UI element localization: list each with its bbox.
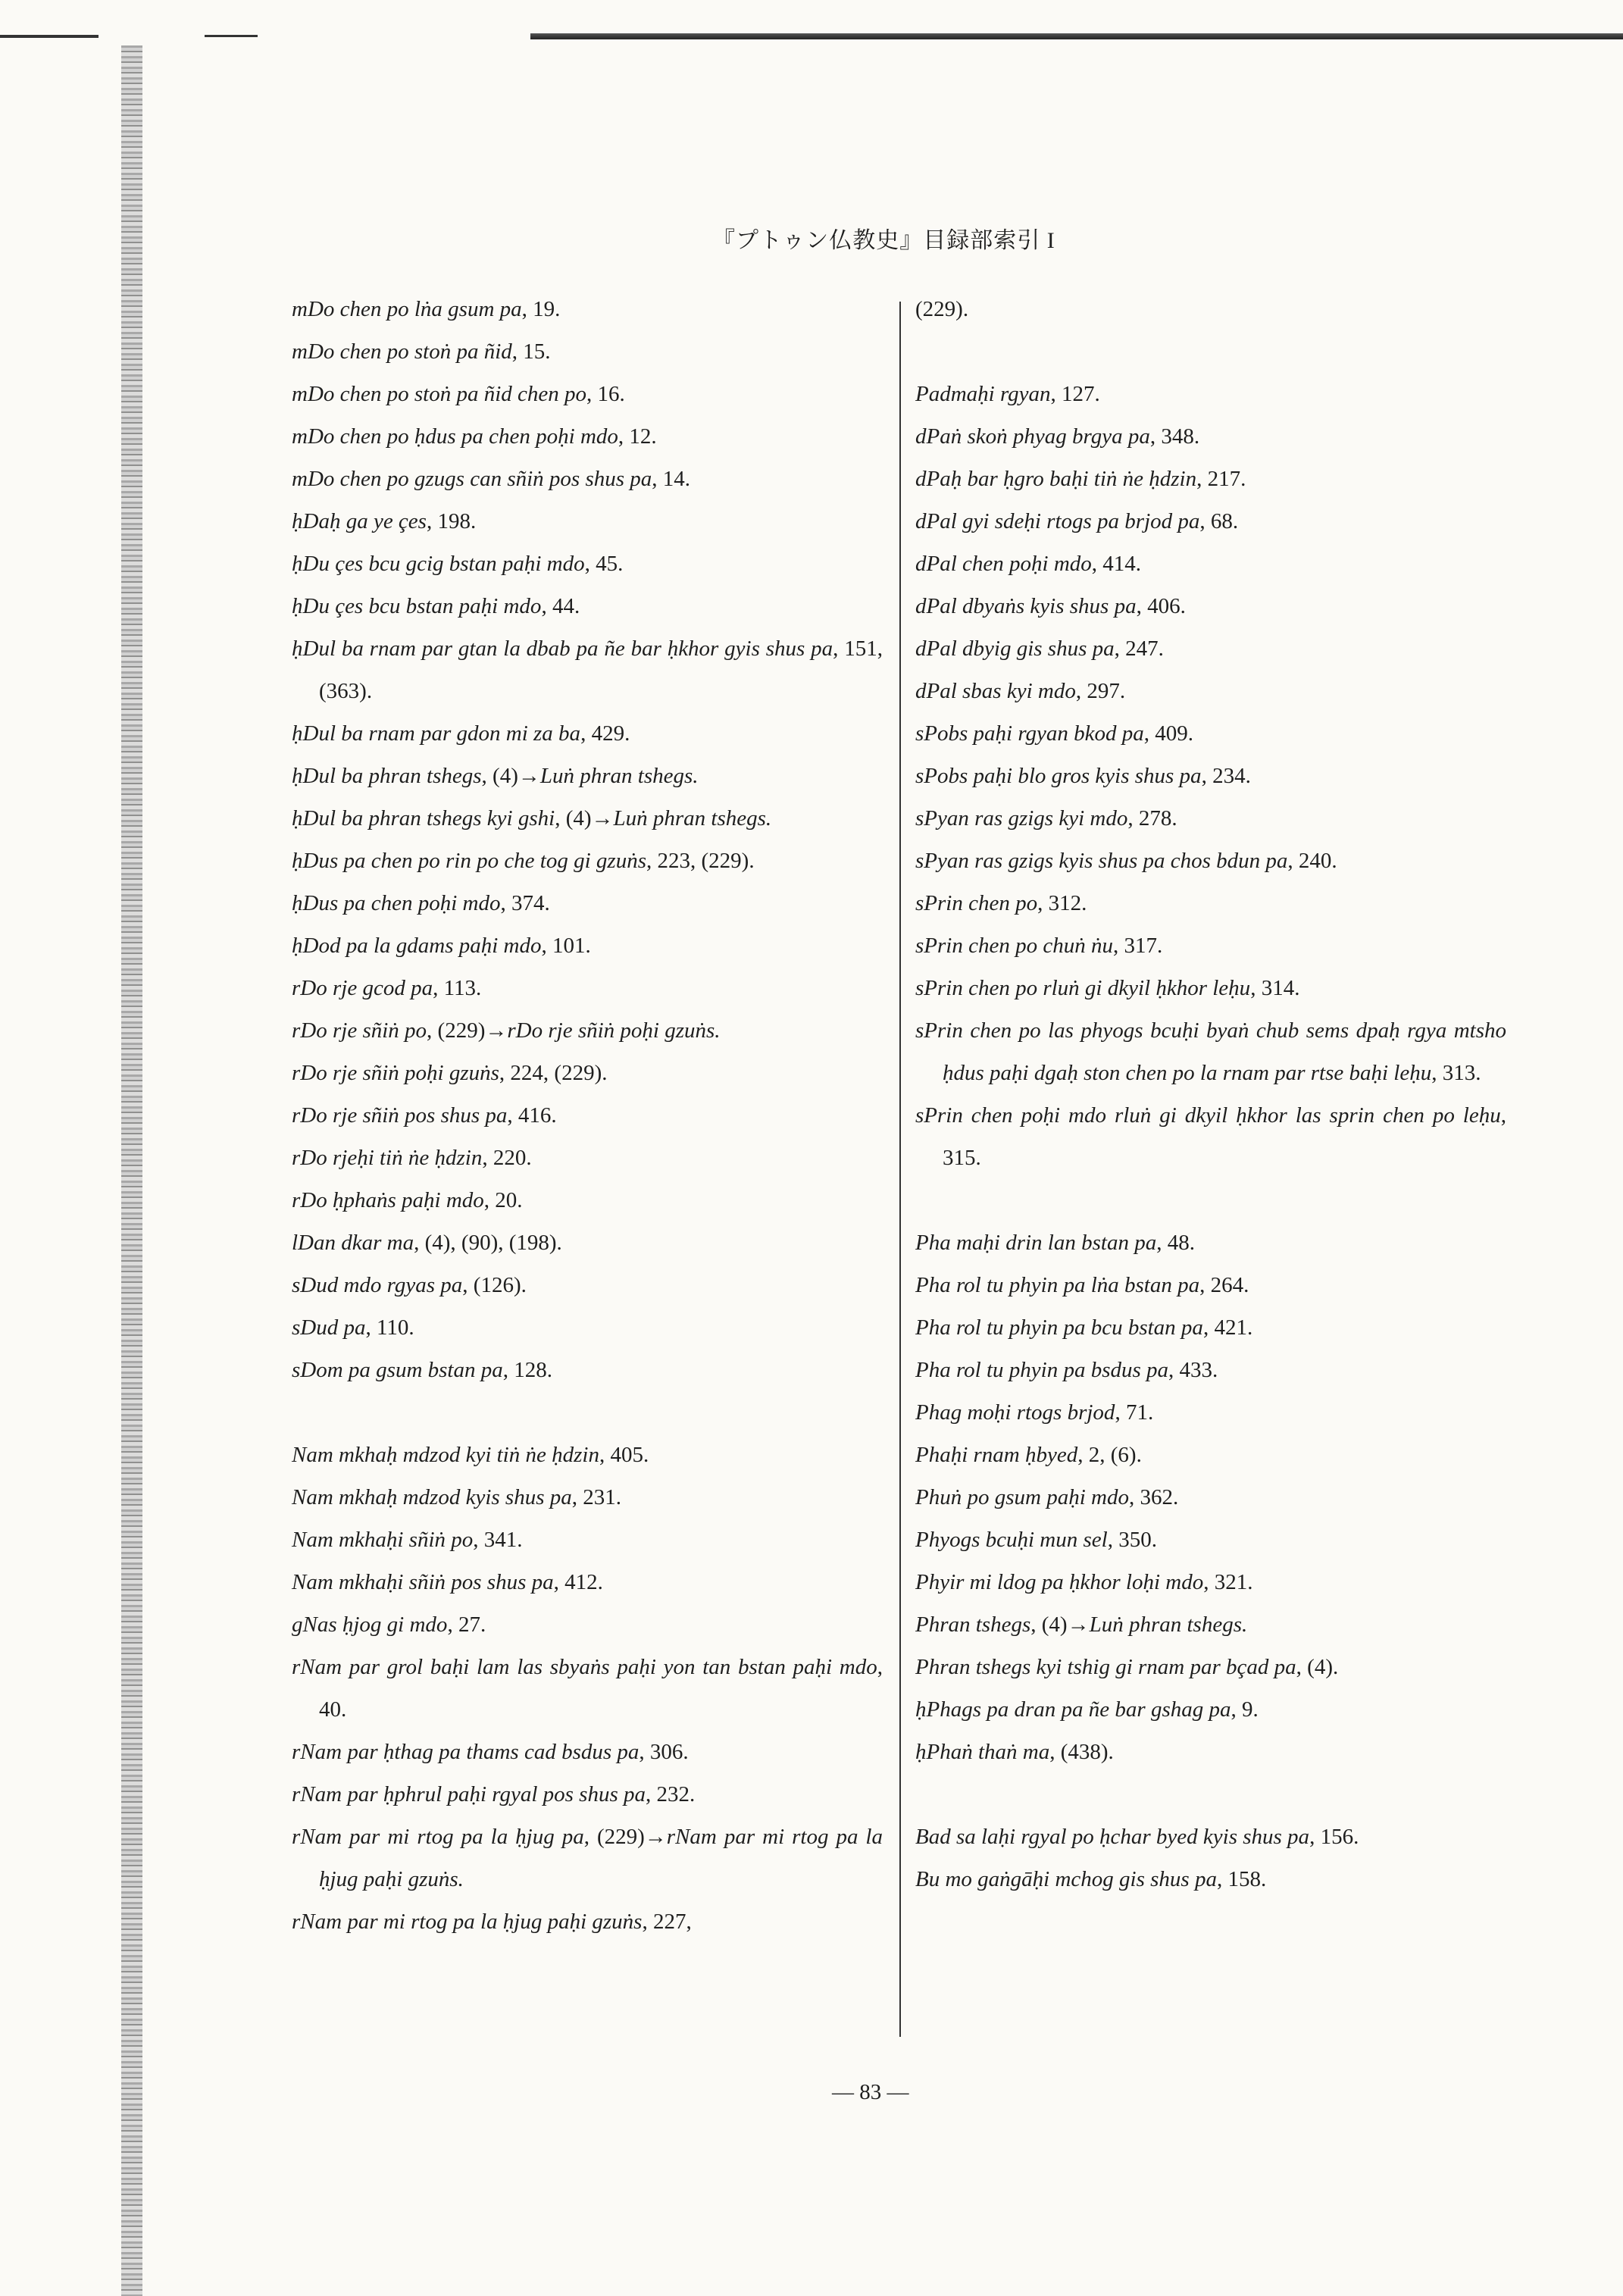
entry-title: Pha maḥi drin lan bstan pa: [915, 1231, 1157, 1255]
entry-reference: , 220.: [482, 1146, 532, 1170]
entry-reference: , (229)→: [583, 1825, 667, 1849]
entry-reference: , 312.: [1037, 891, 1087, 915]
index-entry: [915, 924, 1506, 967]
index-entry: [915, 670, 1506, 712]
entry-reference: , 110.: [365, 1315, 414, 1340]
entry-reference: , 158.: [1216, 1867, 1267, 1891]
entry-title: Nam mkhaḥ mdzod kyis shus pa: [292, 1485, 572, 1509]
index-entry: [915, 1222, 1506, 1264]
index-entry: [292, 1306, 883, 1349]
index-entry: [292, 1009, 883, 1052]
entry-title: ḥDus pa chen po rin po che tog gi gzuṅs: [292, 849, 646, 873]
entry-title: Nam mkhaḥi sñiṅ po: [292, 1528, 474, 1552]
entry-title: rNam par mi rtog pa la ḥjug paḥi gzuṅs: [292, 1910, 643, 1934]
index-entry: [915, 755, 1506, 797]
entry-title: ḥPhags pa dran pa ñe bar gshag pa: [915, 1697, 1231, 1722]
index-entry: [292, 924, 883, 967]
entry-title: ḥDul ba rnam par gdon mi za ba: [292, 721, 581, 746]
entry-title: sPrin chen po las phyogs bcuḥi byaṅ chub sems dpaḥ rgya mtsho ḥdus paḥi dgaḥ ston chen po la rnam par rtse baḥi leḥu: [915, 1018, 1506, 1085]
entry-title: sPrin chen po rluṅ gi dkyil ḥkhor leḥu: [915, 976, 1251, 1000]
entry-title: Padmaḥi rgyan: [915, 382, 1051, 406]
index-entry: [915, 500, 1506, 543]
entry-reference: , 429.: [580, 721, 630, 746]
entry-reference: , (229)→: [427, 1018, 508, 1043]
entry-reference: , 405.: [599, 1443, 649, 1467]
scan-binding-edge: [121, 45, 142, 2296]
top-rule-left-short: [205, 35, 258, 37]
index-entry: [915, 1094, 1506, 1179]
entry-title: rDo rje sñiṅ po: [292, 1018, 427, 1043]
entry-reference: , 278.: [1127, 806, 1177, 831]
index-entry: [292, 1222, 883, 1264]
index-entry: [915, 627, 1506, 670]
entry-title: Phran tshegs kyi tshig gi rnam par bçad pa: [915, 1655, 1296, 1679]
entry-reference: , 44.: [541, 594, 580, 618]
entry-title: ḥDu çes bcu gcig bstan paḥi mdo: [292, 552, 585, 576]
entry-title: dPal chen poḥi mdo: [915, 552, 1092, 576]
index-entry: [915, 373, 1506, 415]
entry-reference: , 374.: [500, 891, 550, 915]
entry-reference: , 317.: [1112, 934, 1163, 958]
entry-reference: , 362.: [1128, 1485, 1179, 1509]
entry-reference: , 15.: [511, 339, 551, 364]
section-gap: [915, 1773, 1506, 1816]
index-entry: [292, 882, 883, 924]
entry-reference: , 264.: [1199, 1273, 1249, 1297]
index-entry: [915, 543, 1506, 585]
entry-title: Bad sa laḥi rgyal po ḥchar byed kyis shus pa: [915, 1825, 1310, 1849]
entry-title: ḥDul ba phran tshegs: [292, 764, 482, 788]
entry-title: mDo chen po gzugs can sñiṅ pos shus pa: [292, 467, 652, 491]
entry-reference: , 350.: [1107, 1528, 1157, 1552]
entry-title: Nam mkhaḥ mdzod kyi tiṅ ṅe ḥdzin: [292, 1443, 599, 1467]
entry-title: dPal dbyig gis shus pa: [915, 637, 1115, 661]
entry-reference: , 14.: [652, 467, 691, 491]
entry-title: gNas ḥjog gi mdo: [292, 1613, 448, 1637]
index-entry: [292, 288, 883, 330]
entry-reference: , 412.: [553, 1570, 603, 1594]
index-entry: [915, 797, 1506, 840]
entry-reference: , 306.: [639, 1740, 689, 1764]
entry-title: sPyan ras gzigs kyi mdo: [915, 806, 1128, 831]
entry-reference: , 151, (363).: [319, 637, 883, 703]
entry-reference: , (4), (90), (198).: [414, 1231, 562, 1255]
entry-title: ḥPhaṅ thaṅ ma: [915, 1740, 1050, 1764]
entry-title: sPobs paḥi rgyan bkod pa: [915, 721, 1144, 746]
index-entry: [292, 755, 883, 797]
entry-title: mDo chen po ḥdus pa chen poḥi mdo: [292, 424, 618, 449]
index-entry: [292, 967, 883, 1009]
index-entry: [915, 1816, 1506, 1858]
index-entry: [292, 585, 883, 627]
index-entry: [292, 458, 883, 500]
page-number: — 83 —: [832, 2080, 909, 2104]
entry-title: rDo rjeḥi tiṅ ṅe ḥdzin: [292, 1146, 483, 1170]
entry-title: dPal sbas kyi mdo: [915, 679, 1076, 703]
top-rule: [530, 33, 1623, 39]
top-rule-left: [0, 35, 99, 38]
entry-title: ḥDus pa chen poḥi mdo: [292, 891, 501, 915]
entry-reference: (229).: [915, 297, 969, 321]
entry-reference: , 40.: [319, 1655, 883, 1722]
entry-reference: , (4)→: [555, 806, 614, 831]
index-entry: [292, 1264, 883, 1306]
index-entry: [292, 1773, 883, 1816]
index-entry: [915, 882, 1506, 924]
entry-reference: , 71.: [1115, 1400, 1154, 1425]
index-entry: [915, 1519, 1506, 1561]
entry-reference: , 223, (229).: [646, 849, 755, 873]
index-entry: [915, 1434, 1506, 1476]
entry-title: rNam par grol baḥi lam las sbyaṅs paḥi yon tan bstan paḥi mdo: [292, 1655, 877, 1679]
entry-reference: , (438).: [1049, 1740, 1114, 1764]
index-entry: [915, 415, 1506, 458]
entry-reference: , 321.: [1203, 1570, 1253, 1594]
entry-reference: , 247.: [1114, 637, 1164, 661]
entry-title: lDan dkar ma: [292, 1231, 414, 1255]
entry-title: mDo chen po stoṅ pa ñid chen po: [292, 382, 587, 406]
entry-reference: , 315.: [943, 1103, 1506, 1170]
index-entry: [292, 1646, 883, 1731]
index-entry: [292, 1476, 883, 1519]
entry-cross-reference: Luṅ phran tshegs.: [539, 764, 699, 788]
entry-reference: , 48.: [1156, 1231, 1195, 1255]
index-entry: [915, 1603, 1506, 1646]
running-head: 『プトゥン仏教史』目録部索引 I: [712, 228, 1055, 253]
entry-title: Pha rol tu phyin pa bcu bstan pa: [915, 1315, 1203, 1340]
index-entry: [292, 330, 883, 373]
entry-title: sPrin chen po chuṅ ṅu: [915, 934, 1113, 958]
index-entry: [915, 967, 1506, 1009]
entry-title: Pha rol tu phyin pa lṅa bstan pa: [915, 1273, 1200, 1297]
index-column-left: [292, 288, 883, 1943]
entry-reference: , 297.: [1075, 679, 1126, 703]
entry-title: rDo rje sñiṅ poḥi gzuṅs: [292, 1061, 499, 1085]
entry-title: Phran tshegs: [915, 1613, 1031, 1637]
entry-reference: , 12.: [618, 424, 657, 449]
entry-title: rDo rje sñiṅ pos shus pa: [292, 1103, 508, 1128]
entry-reference: , 224, (229).: [499, 1061, 608, 1085]
entry-reference: , 240.: [1287, 849, 1337, 873]
entry-title: sPrin chen poḥi mdo rluṅ gi dkyil ḥkhor las sprin chen po leḥu: [915, 1103, 1501, 1128]
entry-title: rDo rje gcod pa: [292, 976, 433, 1000]
entry-title: sDom pa gsum bstan pa: [292, 1358, 503, 1382]
index-entry: [292, 840, 883, 882]
entry-reference: , 20.: [483, 1188, 523, 1212]
entry-reference: , (4)→: [1030, 1613, 1090, 1637]
entry-reference: , 433.: [1168, 1358, 1218, 1382]
entry-reference: , 231.: [571, 1485, 621, 1509]
entry-title: ḥDul ba rnam par gtan la dbab pa ñe bar ḥkhor gyis shus pa: [292, 637, 833, 661]
entry-title: Nam mkhaḥi sñiṅ pos shus pa: [292, 1570, 554, 1594]
entry-title: dPal dbyaṅs kyis shus pa: [915, 594, 1137, 618]
entry-reference: , 68.: [1199, 509, 1239, 533]
entry-title: sPobs paḥi blo gros kyis shus pa: [915, 764, 1202, 788]
entry-reference: , 45.: [584, 552, 624, 576]
entry-reference: , 421.: [1202, 1315, 1253, 1340]
index-entry: [915, 288, 1506, 330]
entry-reference: , 232.: [646, 1782, 696, 1806]
index-entry: [292, 1434, 883, 1476]
entry-reference: , (126).: [462, 1273, 527, 1297]
entry-reference: , 27.: [447, 1613, 486, 1637]
entry-title: Phyogs bcuḥi mun sel: [915, 1528, 1108, 1552]
entry-reference: , 128.: [502, 1358, 552, 1382]
entry-reference: , 9.: [1231, 1697, 1259, 1722]
entry-reference: , 217.: [1196, 467, 1246, 491]
entry-reference: , 348.: [1149, 424, 1200, 449]
entry-reference: , 156.: [1309, 1825, 1359, 1849]
index-entry: [915, 1349, 1506, 1391]
index-entry: [915, 585, 1506, 627]
column-divider: [899, 302, 901, 2037]
entry-reference: , 198.: [426, 509, 477, 533]
index-entry: [915, 1646, 1506, 1688]
entry-title: sPyan ras gzigs kyis shus pa chos bdun pa: [915, 849, 1288, 873]
index-entry: [292, 627, 883, 712]
entry-reference: , 113.: [433, 976, 482, 1000]
entry-title: rNam par ḥthag pa thams cad bsdus pa: [292, 1740, 640, 1764]
index-entry: [915, 1858, 1506, 1900]
entry-title: ḥDul ba phran tshegs kyi gshi: [292, 806, 555, 831]
entry-reference: , 19.: [521, 297, 561, 321]
entry-title: Phaḥi rnam ḥbyed: [915, 1443, 1078, 1467]
entry-reference: , 227,: [642, 1910, 692, 1934]
index-entry: [292, 1094, 883, 1137]
index-entry: [915, 1264, 1506, 1306]
index-entry: [292, 1900, 883, 1943]
index-entry: [292, 797, 883, 840]
index-entry: [915, 1688, 1506, 1731]
index-entry: [292, 1603, 883, 1646]
entry-reference: , 406.: [1136, 594, 1186, 618]
index-entry: [292, 1816, 883, 1900]
entry-title: ḥDod pa la gdams paḥi mdo: [292, 934, 542, 958]
entry-reference: , 234.: [1201, 764, 1251, 788]
entry-title: Phyir mi ldog pa ḥkhor loḥi mdo: [915, 1570, 1204, 1594]
index-entry: [292, 1349, 883, 1391]
entry-title: ḥDu çes bcu bstan paḥi mdo: [292, 594, 542, 618]
index-entry: [292, 1052, 883, 1094]
entry-title: sDud pa: [292, 1315, 366, 1340]
index-entry: [292, 1561, 883, 1603]
entry-reference: , 127.: [1050, 382, 1100, 406]
entry-cross-reference: Luṅ phran tshegs.: [1089, 1613, 1248, 1637]
entry-reference: , 101.: [541, 934, 591, 958]
entry-cross-reference: rDo rje sñiṅ poḥi gzuṅs.: [507, 1018, 721, 1043]
index-entry: [292, 1179, 883, 1222]
entry-title: sDud mdo rgyas pa: [292, 1273, 463, 1297]
entry-title: mDo chen po stoṅ pa ñid: [292, 339, 512, 364]
index-entry: [292, 1519, 883, 1561]
entry-title: dPal gyi sdeḥi rtogs pa brjod pa: [915, 509, 1200, 533]
entry-title: mDo chen po lṅa gsum pa: [292, 297, 522, 321]
entry-title: Phuṅ po gsum paḥi mdo: [915, 1485, 1129, 1509]
entry-reference: , 314.: [1250, 976, 1300, 1000]
entry-reference: , 313.: [1431, 1061, 1481, 1085]
entry-reference: , 2, (6).: [1077, 1443, 1142, 1467]
index-entry: [915, 1391, 1506, 1434]
entry-title: rDo ḥphaṅs paḥi mdo: [292, 1188, 484, 1212]
entry-reference: , (4).: [1296, 1655, 1339, 1679]
entry-title: dPaṅ skoṅ phyag brgya pa: [915, 424, 1150, 449]
entry-reference: , 409.: [1143, 721, 1194, 746]
entry-cross-reference: rNam par mi rtog pa la ḥjug paḥi gzuṅs.: [319, 1825, 883, 1891]
entry-title: dPaḥ bar ḥgro baḥi tiṅ ṅe ḥdzin: [915, 467, 1197, 491]
index-entry: [292, 500, 883, 543]
index-column-right: [915, 288, 1506, 1900]
entry-reference: , (4)→: [481, 764, 540, 788]
index-entry: [292, 1731, 883, 1773]
index-entry: [292, 543, 883, 585]
index-entry: [292, 712, 883, 755]
index-entry: [292, 1137, 883, 1179]
entry-title: Bu mo gaṅgāḥi mchog gis shus pa: [915, 1867, 1217, 1891]
entry-cross-reference: Luṅ phran tshegs.: [613, 806, 772, 831]
index-entry: [915, 1561, 1506, 1603]
index-entry: [915, 712, 1506, 755]
entry-title: Phag moḥi rtogs brjod: [915, 1400, 1115, 1425]
index-entry: [915, 1476, 1506, 1519]
index-entry: [915, 458, 1506, 500]
entry-title: rNam par ḥphrul paḥi rgyal pos shus pa: [292, 1782, 646, 1806]
entry-title: rNam par mi rtog pa la ḥjug pa: [292, 1825, 584, 1849]
entry-reference: , 16.: [586, 382, 625, 406]
index-entry: [915, 840, 1506, 882]
section-gap: [915, 330, 1506, 373]
index-entry: [292, 373, 883, 415]
entry-title: ḥDaḥ ga ye çes: [292, 509, 427, 533]
section-gap: [915, 1179, 1506, 1222]
index-entry: [915, 1731, 1506, 1773]
index-entry: [292, 415, 883, 458]
entry-reference: , 414.: [1091, 552, 1142, 576]
index-entry: [915, 1009, 1506, 1094]
entry-title: Pha rol tu phyin pa bsdus pa: [915, 1358, 1169, 1382]
index-entry: [915, 1306, 1506, 1349]
entry-reference: , 341.: [473, 1528, 523, 1552]
section-gap: [292, 1391, 883, 1434]
entry-reference: , 416.: [507, 1103, 557, 1128]
entry-title: sPrin chen po: [915, 891, 1038, 915]
